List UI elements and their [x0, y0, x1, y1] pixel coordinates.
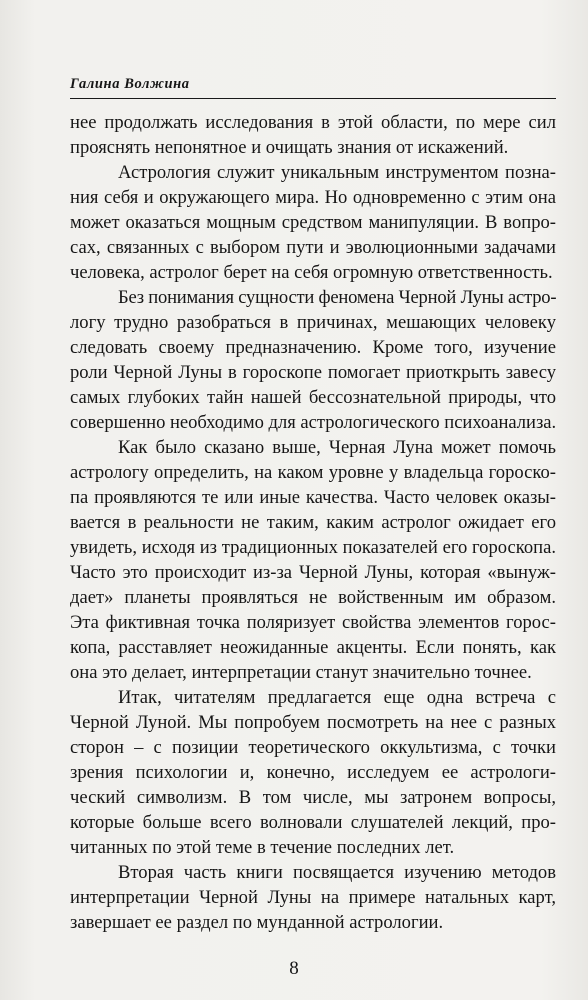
text-line: Астрология служит уникальным инструментом позна-: [118, 162, 556, 183]
text-line: астрологу определить, на каком уровне у владельца гороско-: [70, 462, 556, 483]
text-line: логу трудно разобраться в причинах, мешающих человеку: [70, 312, 556, 333]
text-line: Эта фиктивная точка поляризует свойства элементов горос-: [70, 612, 556, 633]
text-line: Без понимания сущности феномена Черной Луны астро-: [118, 287, 557, 308]
text-line: самых глубоких тайн нашей бессознательной природы, что: [70, 387, 556, 408]
text-line: она это делает, интерпретации станут значительно точнее.: [70, 662, 532, 683]
text-line: человека, астролог берет на себя огромную ответственность.: [70, 262, 553, 283]
paragraph: [70, 110, 556, 160]
text-line: зрения психологии и, конечно, исследуем ее астрологи-: [70, 762, 556, 783]
text-line: интерпретации Черной Луны на примере натальных карт,: [70, 887, 556, 908]
text-line: следовать своему предназначению. Кроме того, изучение: [70, 337, 556, 358]
text-line: сах, связанных с выбором пути и эволюционными задачами: [70, 237, 556, 258]
paragraph: [70, 160, 556, 285]
text-line: вается в реальности не таким, каким астролог ожидает его: [70, 512, 556, 533]
paragraph: [70, 285, 556, 435]
text-line: может оказаться мощным средством манипуляции. В вопро-: [70, 212, 556, 233]
paragraph: [70, 860, 556, 935]
text-line: сторон – с позиции теоретического оккультизма, с точки: [70, 737, 556, 758]
text-line: Часто это происходит из-за Черной Луны, которая «вынуж-: [70, 562, 556, 583]
text-line: па проявляются те или иные качества. Часто человек оказы-: [70, 487, 556, 508]
text-line: дает» планеты проявляться не войственным им образом.: [70, 587, 556, 608]
text-line: Итак, читателям предлагается еще одна встреча с: [118, 687, 556, 708]
author-name: Галина Волжина: [70, 76, 190, 92]
text-line: совершенно необходимо для астрологического психоанализа.: [70, 412, 557, 433]
text-line: роли Черной Луны в гороскопе помогает приоткрыть завесу: [70, 362, 556, 383]
paragraph: [70, 685, 556, 860]
text-line: Как было сказано выше, Черная Луна может помочь: [118, 437, 556, 458]
text-line: увидеть, исходя из традиционных показателей его гороскопа.: [70, 537, 556, 558]
text-line: копа, расставляет неожиданные акценты. Если понять, как: [70, 637, 556, 658]
text-line: завершает ее раздел по мунданной астрологии.: [70, 912, 444, 933]
text-line: читанных по этой теме в течение последних лет.: [70, 837, 455, 858]
text-line: прояснять непонятное и очищать знания от искажений.: [70, 137, 509, 158]
text-line: которые больше всего волновали слушателей лекций, про-: [70, 812, 556, 833]
text-line: ческий символизм. В том числе, мы затронем вопросы,: [70, 787, 556, 808]
body-text: [70, 110, 556, 935]
page-number: 8: [289, 958, 299, 979]
text-line: Черной Луной. Мы попробуем посмотреть на нее с разных: [70, 712, 556, 733]
running-head: [70, 74, 556, 99]
text-line: ния себя и окружающего мира. Но одновременно с этим она: [70, 187, 556, 208]
text-line: нее продолжать исследования в этой области, по мере сил: [70, 112, 556, 133]
text-line: Вторая часть книги посвящается изучению методов: [118, 862, 556, 883]
paragraph: [70, 435, 556, 685]
